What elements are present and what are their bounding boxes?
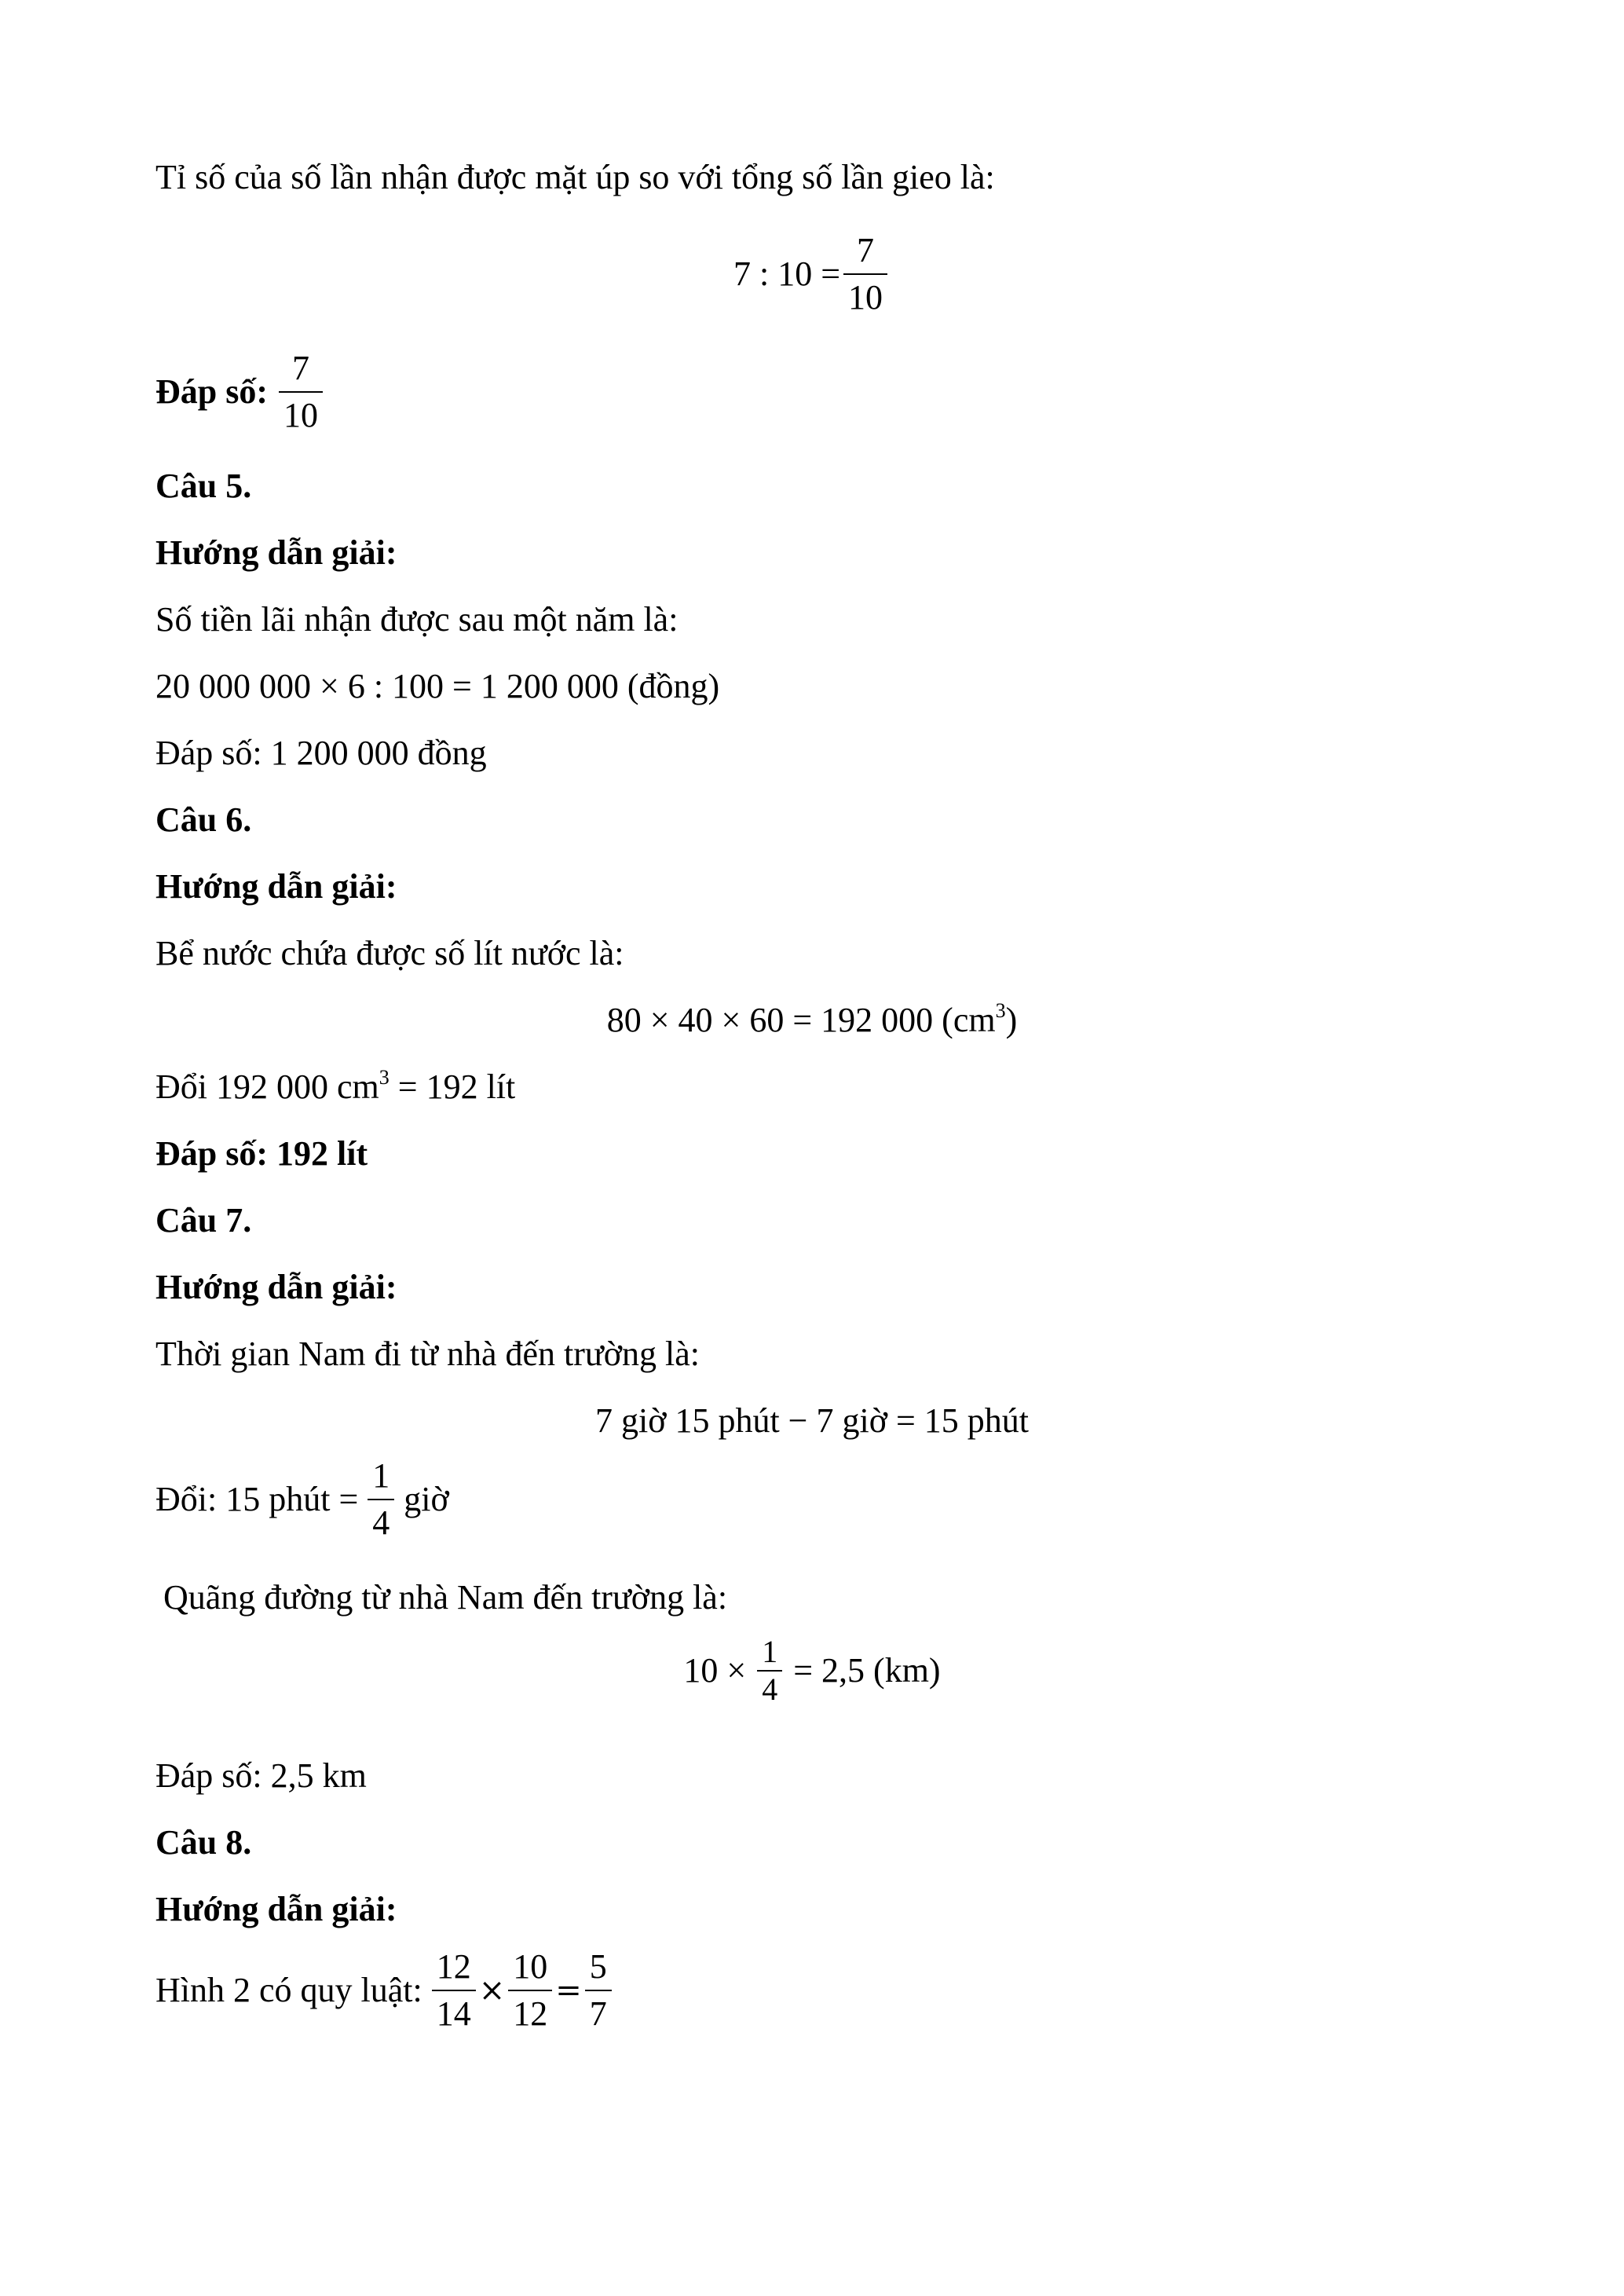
question-8-fraction-3-numerator: 5: [585, 1944, 612, 1991]
question-7-conversion-unit: giờ: [404, 1480, 449, 1518]
question-6-guide-heading: Hướng dẫn giải:: [155, 867, 397, 906]
question-8-fraction-1-numerator: 12: [432, 1944, 476, 1991]
question-6-conversion-result: = 192 lít: [389, 1067, 516, 1106]
ratio-answer-label: Đáp số:: [155, 372, 269, 411]
question-7-distance-fraction: [757, 1634, 782, 1708]
ratio-fraction-numerator: 7: [843, 228, 887, 275]
question-5-calculation: 20 000 000 × 6 : 100 = 1 200 000 (đồng): [155, 667, 720, 705]
ratio-answer: [155, 346, 326, 438]
question-7-title: Câu 7.: [155, 1201, 252, 1240]
question-5-answer: Đáp số: 1 200 000 đồng: [155, 734, 487, 772]
question-6-conversion-main: Đổi 192 000 cm: [155, 1067, 379, 1106]
question-6-title: Câu 6.: [155, 800, 252, 839]
ratio-equation-lhs: 7 : 10 =: [733, 255, 841, 293]
question-8-title: Câu 8.: [155, 1823, 252, 1862]
question-7-conversion-fraction: [368, 1453, 394, 1546]
question-6-calculation-close: ): [1005, 1001, 1018, 1039]
question-7-answer: Đáp số: 2,5 km: [155, 1756, 367, 1795]
question-8-rule: [155, 1944, 615, 2037]
question-8-equals-sign: =: [555, 1972, 582, 2009]
question-8-rule-text: Hình 2 có quy luật:: [155, 1971, 422, 2009]
ratio-answer-numerator: 7: [279, 346, 323, 393]
question-7-guide-heading: Hướng dẫn giải:: [155, 1268, 397, 1306]
question-8-guide-heading: Hướng dẫn giải:: [155, 1890, 397, 1928]
question-8-multiply-sign: ×: [478, 1972, 506, 2009]
question-6-calculation-main: 80 × 40 × 60 = 192 000 (cm: [606, 1001, 996, 1039]
question-6-conversion-exponent: 3: [379, 1066, 390, 1089]
question-6-answer: Đáp số: 192 lít: [155, 1134, 368, 1173]
question-8-fraction-1: [432, 1944, 476, 2037]
question-8-fraction-2-denominator: 12: [513, 1994, 548, 2033]
question-8-fraction-3: [585, 1944, 612, 2037]
question-7-conversion-lhs: Đổi: 15 phút =: [155, 1480, 359, 1518]
ratio-fraction: [843, 228, 887, 320]
question-7-calculation: 7 giờ 15 phút − 7 giờ = 15 phút: [594, 1401, 1030, 1440]
question-5-guide-heading: Hướng dẫn giải:: [155, 533, 397, 572]
question-7-conversion: [155, 1453, 449, 1546]
question-7-conversion-numerator: 1: [368, 1453, 394, 1500]
question-5-title: Câu 5.: [155, 467, 252, 505]
question-7-conversion-denominator: 4: [372, 1503, 390, 1542]
question-7-text-2: Quãng đường từ nhà Nam đến trường là:: [163, 1578, 728, 1617]
question-8-fraction-2-numerator: 10: [508, 1944, 552, 1991]
question-7-distance-numerator: 1: [757, 1634, 782, 1672]
question-7-distance-result: = 2,5 (km): [793, 1651, 941, 1690]
question-8-fraction-1-denominator: 14: [436, 1994, 471, 2033]
question-6-conversion: [155, 1067, 515, 1108]
question-7-distance-lhs: 10 ×: [683, 1651, 747, 1690]
question-6-text: Bể nước chứa được số lít nước là:: [155, 934, 624, 972]
question-7-distance-denominator: 4: [762, 1672, 778, 1707]
question-6-calculation: [0, 1000, 1624, 1041]
ratio-fraction-denominator: 10: [848, 278, 883, 317]
ratio-equation: [0, 228, 1624, 320]
question-8-fraction-2: [508, 1944, 552, 2037]
question-8-fraction-3-denominator: 7: [589, 1994, 607, 2033]
ratio-intro-text: Tỉ số của số lần nhận được mặt úp so với tổng số lần gieo là:: [155, 158, 995, 196]
ratio-answer-denominator: 10: [283, 396, 319, 434]
question-5-text: Số tiền lãi nhận được sau một năm là:: [155, 600, 678, 639]
ratio-answer-fraction: [279, 346, 323, 438]
question-7-text: Thời gian Nam đi từ nhà đến trường là:: [155, 1335, 700, 1373]
question-7-distance-calculation: [0, 1634, 1624, 1708]
question-6-calculation-exponent: 3: [995, 999, 1006, 1022]
